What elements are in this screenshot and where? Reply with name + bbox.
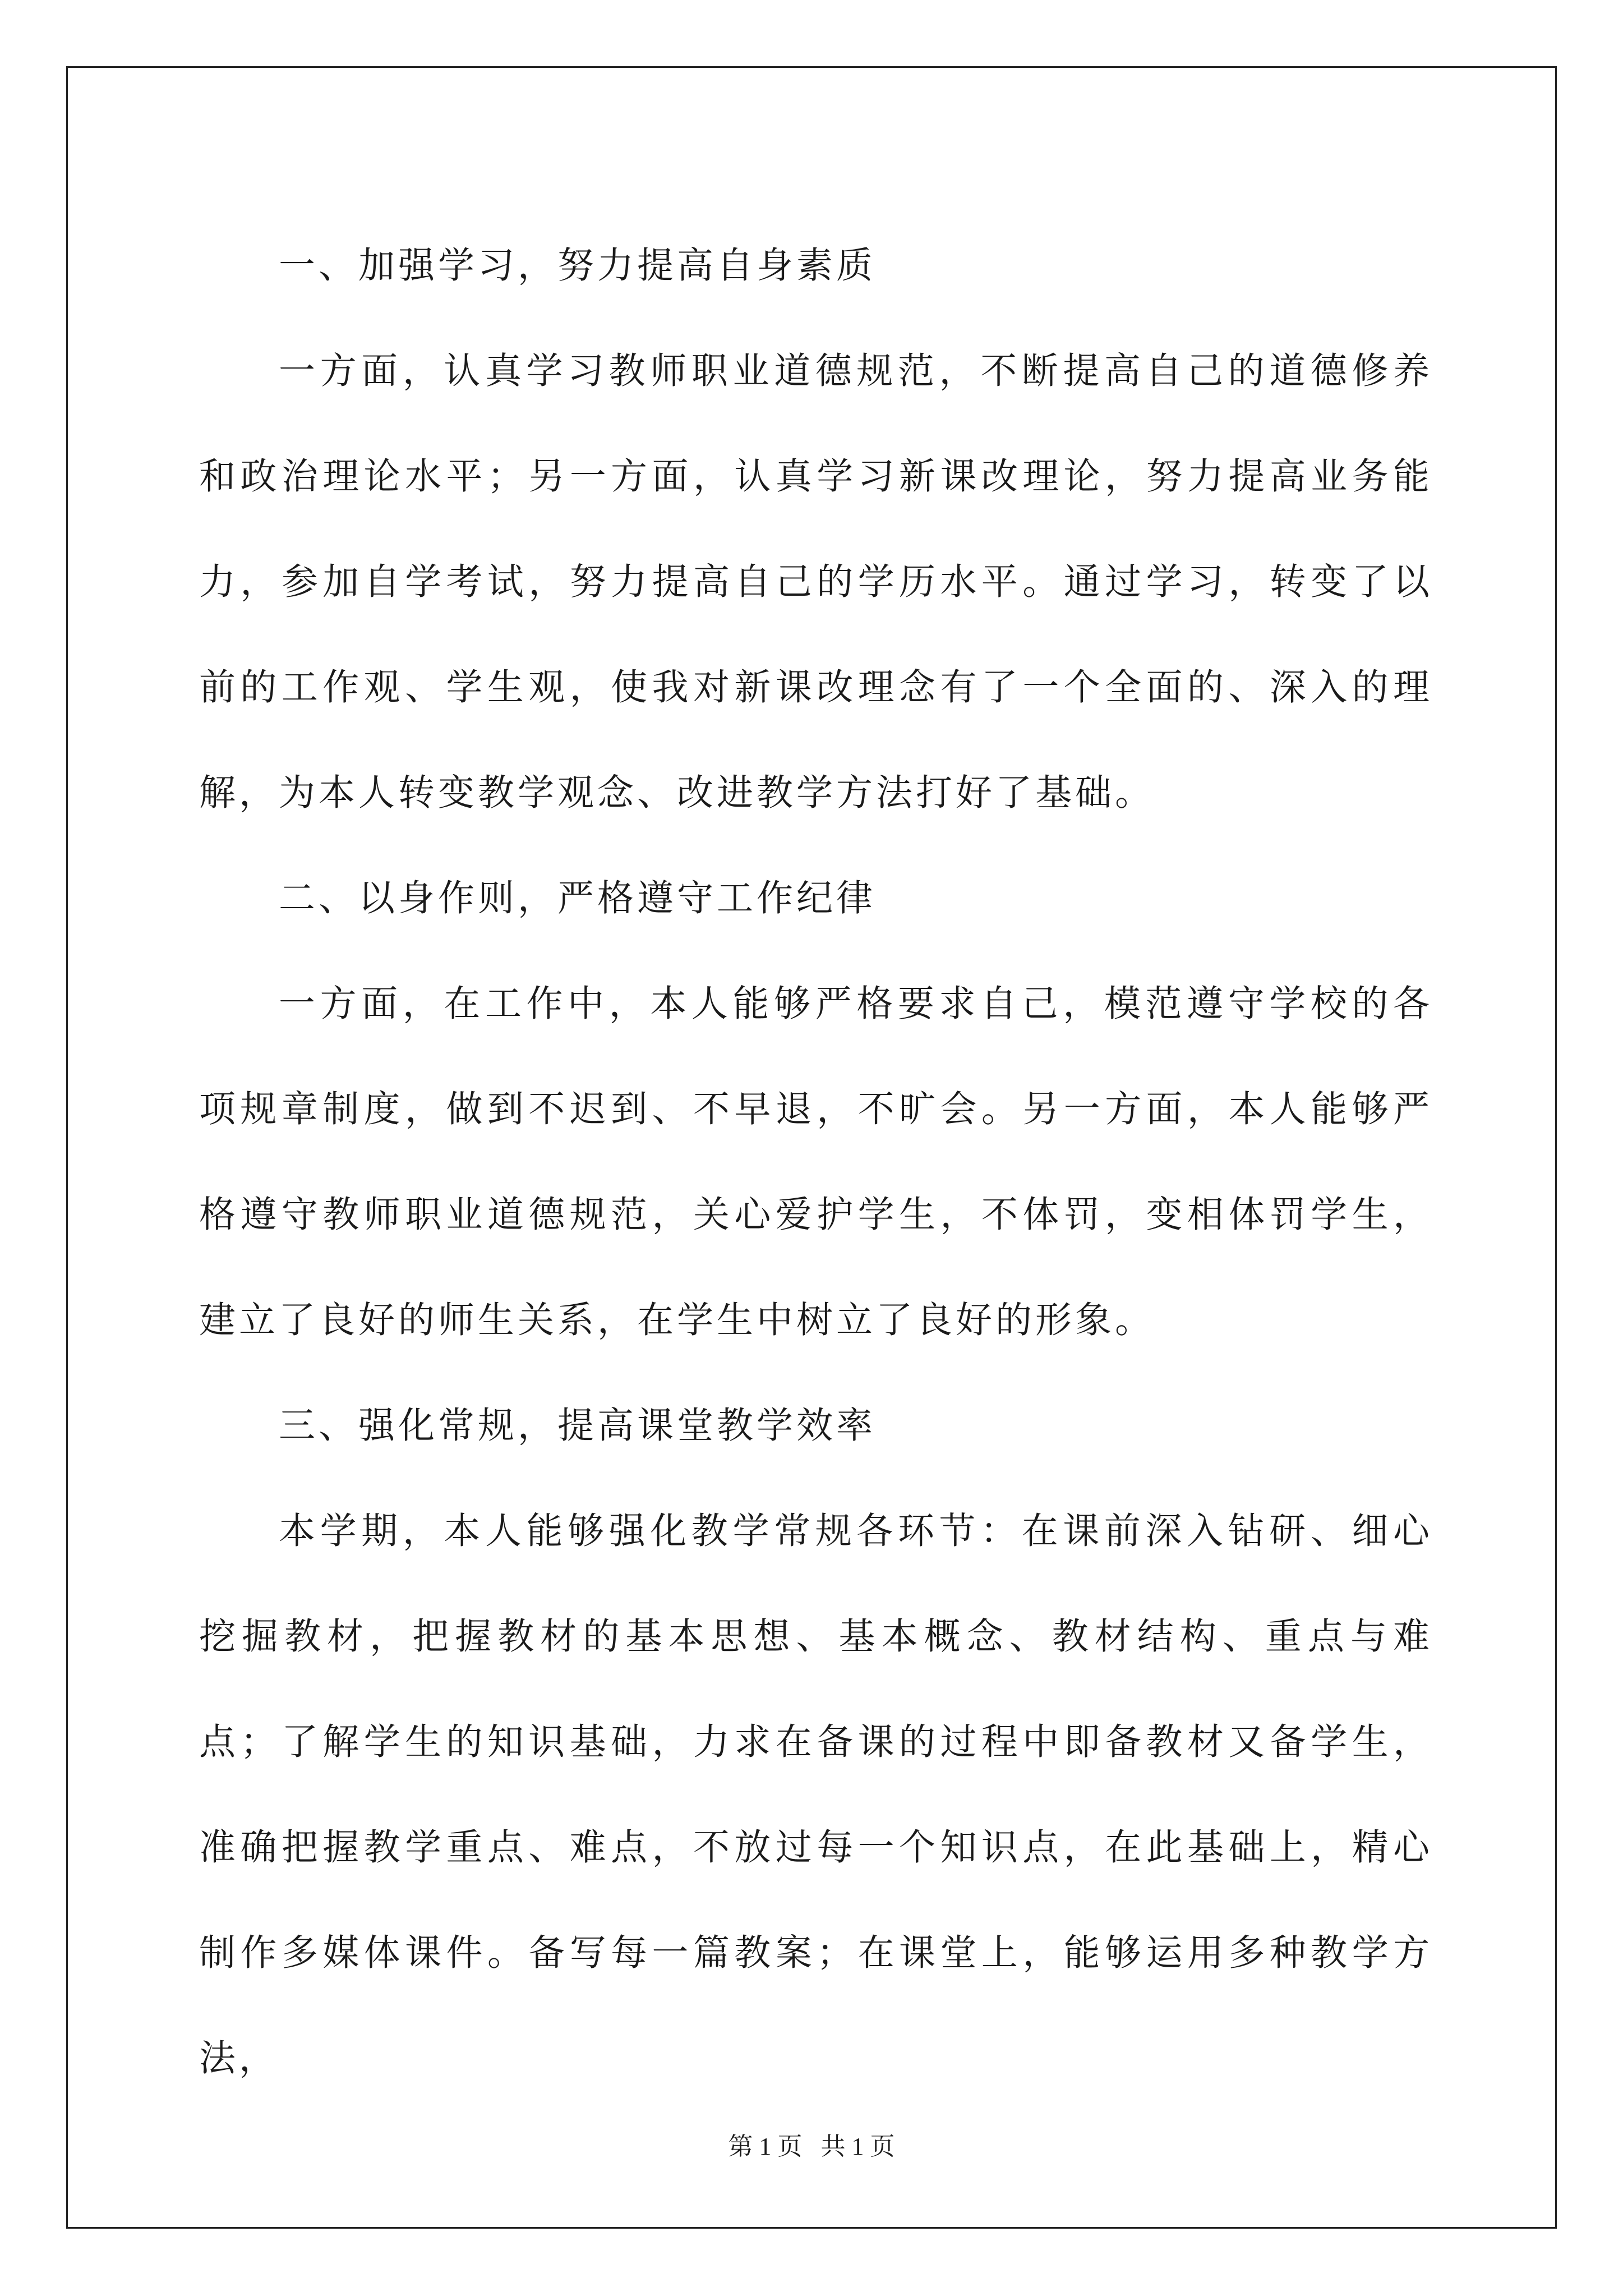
paragraph-2: 一方面，在工作中，本人能够严格要求自己，模范遵守学校的各项规章制度，做到不迟到、不早退，不旷会。另一方面，本人能够严格遵守教师职业道德规范，关心爱护学生，不体罚，变相体罚学生，建立了良好的师生关系，在学生中树立了良好的形象。 [199,983,1433,1341]
section-heading-2: 二、以身作则，严格遵守工作纪律 [279,877,877,919]
page-footer: 第 1 页 共 1 页 [728,2133,895,2160]
section-heading-3: 三、强化常规，提高课堂教学效率 [279,1405,877,1447]
section-heading-1: 一、加强学习，努力提高自身素质 [279,245,877,287]
document-body [199,213,1433,2111]
paragraph-3: 本学期，本人能够强化教学常规各环节：在课前深入钻研、细心挖掘教材，把握教材的基本思想、基本概念、教材结构、重点与难点；了解学生的知识基础，力求在备课的过程中即备教材又备学生，准确把握教学重点、难点，不放过每一个知识点，在此基础上，精心制作多媒体课件。备写每一篇教案；在课堂上，能够运用多种教学方法， [199,1510,1433,2079]
paragraph-1: 一方面，认真学习教师职业道德规范，不断提高自己的道德修养和政治理论水平；另一方面，认真学习新课改理论，努力提高业务能力，参加自学考试，努力提高自己的学历水平。通过学习，转变了以前的工作观、学生观，使我对新课改理念有了一个全面的、深入的理解，为本人转变教学观念、改进教学方法打好了基础。 [199,350,1433,814]
